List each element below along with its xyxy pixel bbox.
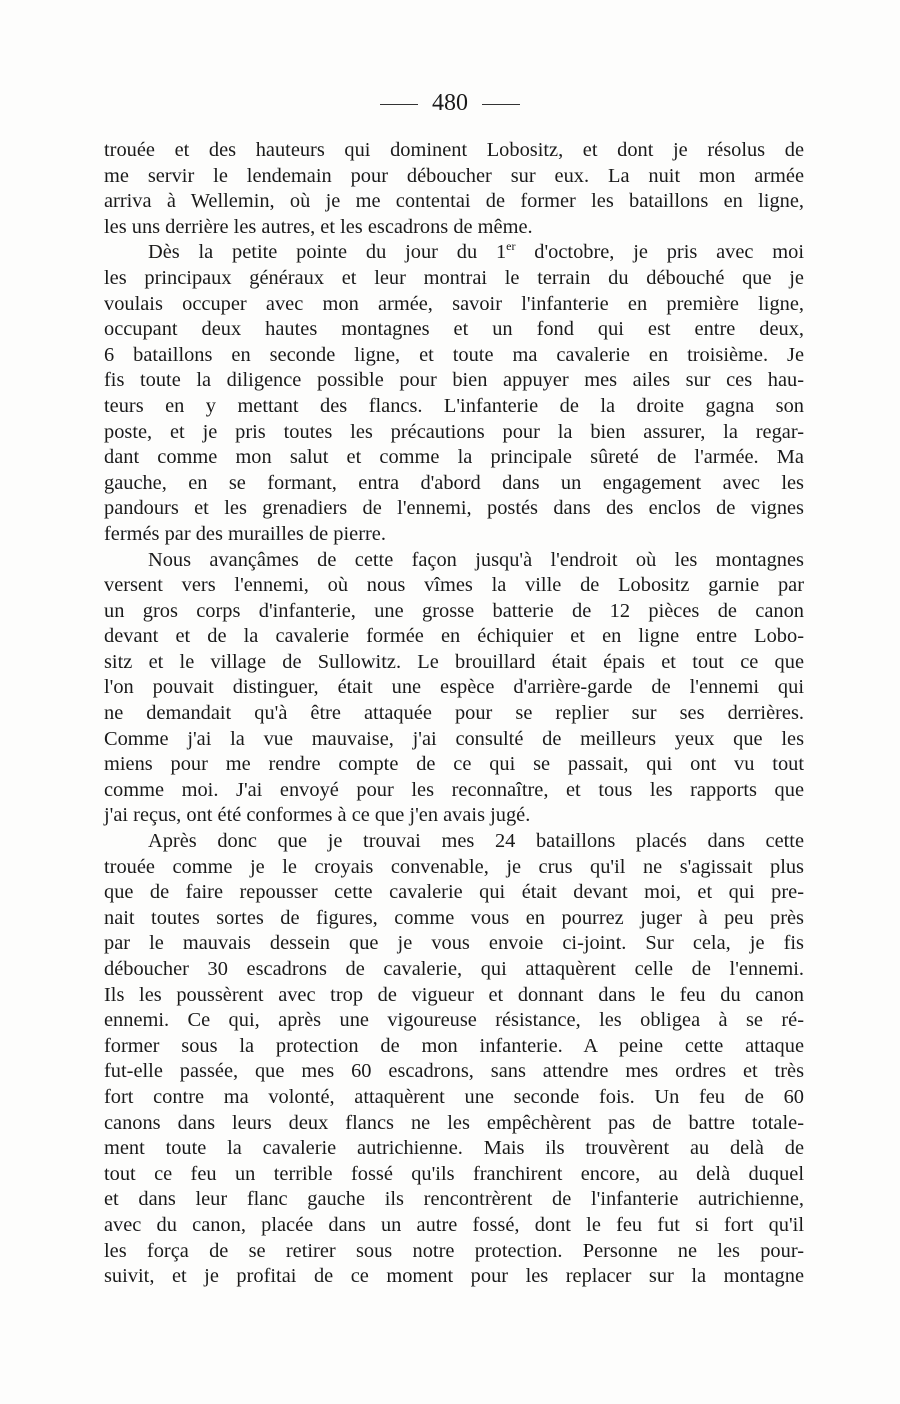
page-number: 480: [432, 90, 468, 116]
text-line: Après donc que je trouvai mes 24 bataillons placés dans cette: [148, 830, 804, 853]
body-text: [104, 138, 804, 1290]
text-line: un gros corps d'infanterie, une grosse batterie de 12 pièces de canon: [104, 599, 804, 622]
text-line: tout ce feu un terrible fossé qu'ils franchirent encore, au delà duquel: [104, 1162, 804, 1185]
text-line: l'on pouvait distinguer, était une espèce d'arrière-garde de l'ennemi qui: [104, 676, 804, 699]
text-line: pandours et les grenadiers de l'ennemi, postés dans des enclos de vignes: [104, 497, 804, 520]
text-line: suivit, et je profitai de ce moment pour les replacer sur la montagne: [104, 1265, 804, 1288]
text-line: fut-elle passée, que mes 60 escadrons, sans attendre mes ordres et très: [104, 1060, 804, 1083]
text-line: voulais occuper avec mon armée, savoir l'infanterie en première ligne,: [104, 292, 804, 315]
text-line: que de faire repousser cette cavalerie qui était devant moi, et qui pre-: [104, 881, 804, 904]
text-line: les força de se retirer sous notre protection. Personne ne les pour-: [104, 1239, 804, 1262]
text-line: comme moi. J'ai envoyé pour les reconnaître, et tous les rapports que: [104, 778, 804, 801]
text-line: me servir le lendemain pour déboucher sur eux. La nuit mon armée: [104, 164, 804, 187]
text-line: dant comme mon salut et comme la principale sûreté de l'armée. Ma: [104, 446, 804, 469]
text-line: nait toutes sortes de figures, comme vous en pourrez juger à peu près: [104, 906, 804, 929]
text-line: versent vers l'ennemi, où nous vîmes la ville de Lobositz garnie par: [104, 574, 804, 597]
text-line: ne demandait qu'à être attaquée pour se replier sur ses derrières.: [104, 702, 804, 725]
text-line: sitz et le village de Sullowitz. Le brouillard était épais et tout ce que: [104, 650, 804, 673]
text-line: par le mauvais dessein que je vous envoie ci-joint. Sur cela, je fis: [104, 932, 804, 955]
text-line: [104, 240, 804, 266]
text-line: arriva à Wellemin, où je me contentai de former les bataillons en ligne,: [104, 190, 804, 213]
text-line: ennemi. Ce qui, après une vigoureuse résistance, les obligea à se ré-: [104, 1009, 804, 1032]
text-line: déboucher 30 escadrons de cavalerie, qui attaquèrent celle de l'ennemi.: [104, 958, 804, 980]
text-line: trouée comme je le croyais convenable, je crus qu'il ne s'agissait plus: [104, 855, 804, 878]
text-line: fis toute la diligence possible pour bien appuyer mes ailes sur ces hau-: [104, 369, 804, 392]
text-line-start: Dès la petite pointe du jour du 1: [148, 241, 507, 264]
text-line: fermés par des murailles de pierre.: [104, 522, 386, 545]
header-dash-right: [482, 104, 520, 105]
page-header: [0, 88, 900, 118]
text-line: occupant deux hautes montagnes et un fond qui est entre deux,: [104, 318, 804, 341]
text-line: ment toute la cavalerie autrichienne. Mais ils trouvèrent au delà de: [104, 1137, 804, 1160]
text-line: Comme j'ai la vue mauvaise, j'ai consulté de meilleurs yeux que les: [104, 727, 804, 750]
text-line: gauche, en se formant, entra d'abord dans un engagement avec les: [104, 471, 804, 494]
ordinal-superscript: er: [506, 239, 516, 254]
text-line: teurs en y mettant des flancs. L'infanterie de la droite gagna son: [104, 394, 804, 417]
text-line: avec du canon, placée dans un autre fossé, dont le feu fut si fort qu'il: [104, 1213, 804, 1236]
text-line: Nous avançâmes de cette façon jusqu'à l'endroit où les montagnes: [148, 548, 804, 571]
text-line: les principaux généraux et leur montrai le terrain du débouché que je: [104, 266, 804, 289]
header-dash-left: [380, 104, 418, 105]
text-line: devant et de la cavalerie formée en échiquier et en ligne entre Lobo-: [104, 625, 804, 648]
text-line: et dans leur flanc gauche ils rencontrèrent de l'infanterie autrichienne,: [104, 1188, 804, 1211]
text-line-rest: d'octobre, je pris avec moi: [515, 241, 804, 264]
text-line: former sous la protection de mon infanterie. A peine cette attaque: [104, 1034, 804, 1057]
text-line: Ils les poussèrent avec trop de vigueur et donnant dans le feu du canon: [104, 983, 804, 1006]
text-line: miens pour me rendre compte de ce qui se passait, qui ont vu tout: [104, 753, 804, 776]
text-line: trouée et des hauteurs qui dominent Lobositz, et dont je résolus de: [104, 139, 804, 161]
text-line: fort contre ma volonté, attaquèrent une seconde fois. Un feu de 60: [104, 1085, 804, 1108]
text-line: canons dans leurs deux flancs ne les empêchèrent pas de battre totale-: [104, 1111, 804, 1134]
text-line: 6 bataillons en seconde ligne, et toute ma cavalerie en troisième. Je: [104, 343, 804, 366]
text-line: j'ai reçus, ont été conformes à ce que j'en avais jugé.: [104, 804, 531, 827]
text-line: poste, et je pris toutes les précautions pour la bien assurer, la regar-: [104, 420, 804, 443]
text-line: les uns derrière les autres, et les escadrons de même.: [104, 215, 533, 238]
